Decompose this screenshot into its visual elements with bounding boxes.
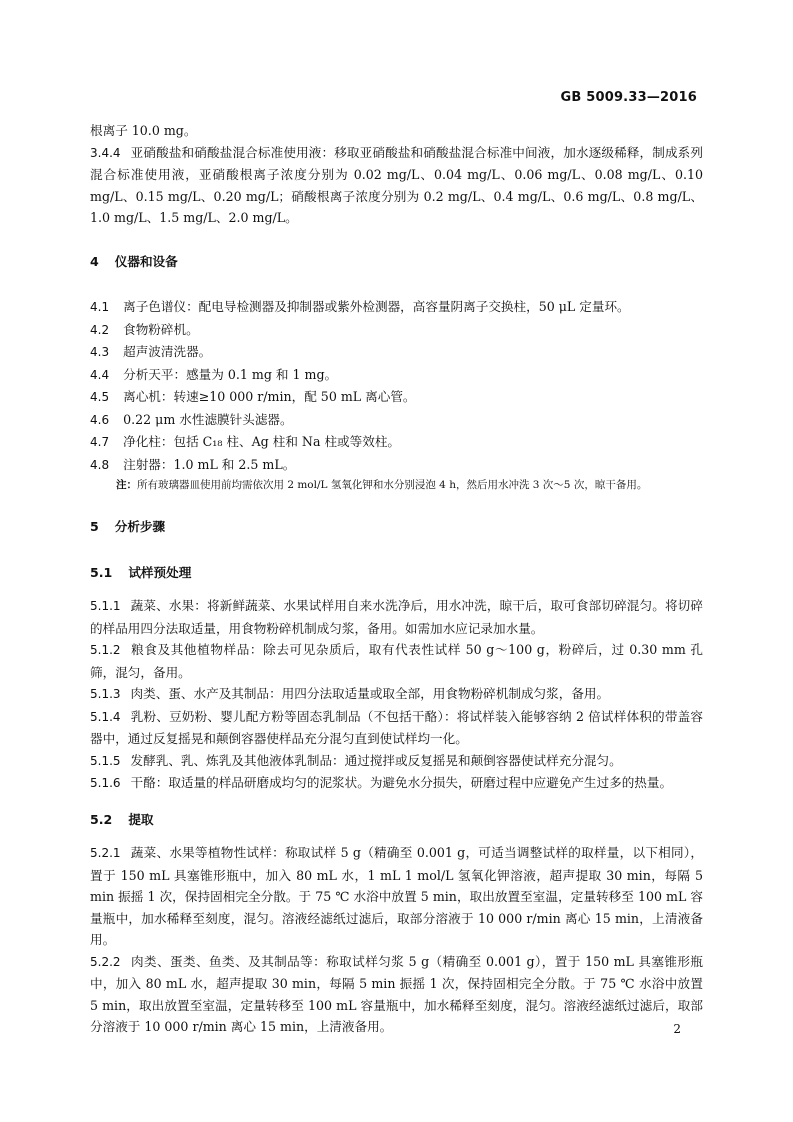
clause-text: 注射器：1.0 mL 和 2.5 mL。 xyxy=(123,456,296,472)
standard-number: GB 5009.33—2016 xyxy=(560,90,697,105)
section-5-heading xyxy=(90,516,703,538)
section-number: 5 xyxy=(90,519,99,534)
section-number: 4 xyxy=(90,253,99,269)
note-text: 所有玻璃器皿使用前均需依次用 2 mol/L 氢氧化钾和水分别浸泡 4 h，然后用水冲洗 3 次～5 次，晾干备用。 xyxy=(137,479,648,491)
clause-4-5 xyxy=(90,386,703,409)
clause-text: 净化柱：包括 C₁₈ 柱、Ag 柱和 Na 柱或等效柱。 xyxy=(123,434,401,449)
clause-4-6 xyxy=(90,409,703,432)
clause-text: 离心机：转速≥10 000 r/min，配 50 mL 离心管。 xyxy=(123,389,416,404)
clause-text: 蔬菜、水果等植物性试样：称取试样 5 g（精确至 0.001 g，可适当调整试样的取样量，以下相同），置于 150 mL 具塞锥形瓶中，加入 80 mL 水，1 mL 1 mol/L 氢氧化钾溶液，超声提取 30 min，每隔 5 min 振摇 1 次，保持固相完全分散。于 75 ℃ 水浴中放置 5 min，取出放置至室温，定量转移至 100 mL 容量瓶中，加水稀释至刻度，混匀。溶液经滤纸过滤后，取部分溶液于 10 000 r/min 离心 15 min，上清液备用。 xyxy=(90,845,703,947)
clause-number: 4.6 xyxy=(90,412,110,427)
document-body xyxy=(90,120,703,1038)
equipment-note xyxy=(90,476,703,494)
clause-text: 蔬菜、水果：将新鲜蔬菜、水果试样用自来水洗净后，用水冲洗，晾干后，取可食部切碎混匀。将切碎的样品用四分法取适量，用食物粉碎机制成匀浆，备用。如需加水应记录加水量。 xyxy=(90,598,703,636)
clause-number: 5.2.1 xyxy=(90,846,121,860)
clause-5-1-4 xyxy=(90,706,703,750)
clause-4-7 xyxy=(90,431,703,454)
clause-5-1-3 xyxy=(90,683,703,706)
clause-text: 肉类、蛋类、鱼类、及其制品等：称取试样匀浆 5 g（精确至 0.001 g），置于 150 mL 具塞锥形瓶中，加入 80 mL 水，超声提取 30 min，每隔 5 min 振摇 1 次，保持固相完全分散。于 75 ℃ 水浴中放置 5 min，取出放置至室温，定量转移至 100 mL 容量瓶中，加水稀释至刻度，混匀。溶液经滤纸过滤后，取部分溶液于 10 000 r/min 离心 15 min，上清液备用。 xyxy=(90,953,703,1034)
clause-number: 5.1.5 xyxy=(90,753,121,768)
continued-text: 根离子 10.0 mg。 xyxy=(90,123,197,138)
clause-number: 3.4.4 xyxy=(90,145,121,160)
clause-number: 5.1.3 xyxy=(90,687,121,701)
clause-5-2-2 xyxy=(90,951,703,1038)
clause-text: 离子色谱仪：配电导检测器及抑制器或紫外检测器，高容量阴离子交换柱，50 μL 定量环。 xyxy=(123,299,630,314)
clause-number: 4.1 xyxy=(90,300,110,314)
clause-number: 5.1.4 xyxy=(90,709,121,724)
subsection-number: 5.2 xyxy=(90,811,113,827)
clause-number: 5.1.2 xyxy=(90,643,121,657)
clause-4-8 xyxy=(90,454,703,477)
clause-text: 分析天平：感量为 0.1 mg 和 1 mg。 xyxy=(123,366,338,382)
clause-number: 4.4 xyxy=(90,367,110,382)
clause-4-4 xyxy=(90,364,703,387)
clause-text: 0.22 μm 水性滤膜针头滤器。 xyxy=(123,411,293,427)
subsection-title: 试样预处理 xyxy=(128,564,192,580)
clause-text: 亚硝酸盐和硝酸盐混合标准使用液：移取亚硝酸盐和硝酸盐混合标准中间液，加水逐级稀释，制成系列混合标准使用液，亚硝酸根离子浓度分别为 0.02 mg/L、0.04 mg/L、0.06 mg/L、0.08 mg/L、0.10 mg/L、0.15 mg/L、0.20 mg/L；硝酸根离子浓度分别为 0.2 mg/L、0.4 mg/L、0.6 mg/L、0.8 mg/L、1.0 mg/L、1.5 mg/L、2.0 mg/L。 xyxy=(90,144,703,225)
clause-5-2-1 xyxy=(90,842,703,951)
clause-4-1 xyxy=(90,296,703,319)
clause-number: 5.1.1 xyxy=(90,599,121,613)
clause-number: 4.5 xyxy=(90,390,110,404)
subsection-5-2-heading xyxy=(90,809,703,831)
clause-5-1-2 xyxy=(90,639,703,683)
section-title: 仪器和设备 xyxy=(114,253,178,269)
clause-3-4-4 xyxy=(90,142,703,229)
section-title: 分析步骤 xyxy=(114,519,166,534)
clause-5-1-5 xyxy=(90,750,703,773)
clause-number: 4.2 xyxy=(90,322,110,337)
clause-number: 4.7 xyxy=(90,435,110,449)
clause-4-2 xyxy=(90,319,703,342)
clause-number: 5.1.6 xyxy=(90,776,121,790)
clause-text: 食物粉碎机。 xyxy=(123,321,199,337)
page-number: 2 xyxy=(673,1022,681,1036)
clause-text: 发酵乳、乳、炼乳及其他液体乳制品：通过搅拌或反复摇晃和颠倒容器使试样充分混匀。 xyxy=(130,752,622,768)
clause-5-1-6 xyxy=(90,772,703,795)
subsection-number: 5.1 xyxy=(90,564,113,580)
clause-text: 粮食及其他植物样品：除去可见杂质后，取有代表性试样 50 g～100 g，粉碎后，过 0.30 mm 孔筛，混匀，备用。 xyxy=(90,642,703,680)
clause-text: 干酪：取适量的样品研磨成均匀的泥浆状。为避免水分损失，研磨过程中应避免产生过多的热量。 xyxy=(130,775,673,790)
clause-text: 超声波清洗器。 xyxy=(123,344,212,359)
clause-number: 5.2.2 xyxy=(90,954,121,969)
subsection-5-1-heading xyxy=(90,562,703,584)
section-4-heading xyxy=(90,251,703,273)
clause-number: 4.8 xyxy=(90,457,110,472)
clause-text: 肉类、蛋、水产及其制品：用四分法取适量或取全部，用食物粉碎机制成匀浆，备用。 xyxy=(130,686,610,701)
subsection-title: 提取 xyxy=(128,811,154,827)
clause-text: 乳粉、豆奶粉、婴儿配方粉等固态乳制品（不包括干酪）：将试样装入能够容纳 2 倍试样体积的带盖容器中，通过反复摇晃和颠倒容器使样品充分混匀直到使试样均一化。 xyxy=(90,708,703,746)
note-label: 注： xyxy=(116,479,137,491)
clause-4-3 xyxy=(90,341,703,364)
clause-number: 4.3 xyxy=(90,345,110,359)
clause-5-1-1 xyxy=(90,595,703,639)
